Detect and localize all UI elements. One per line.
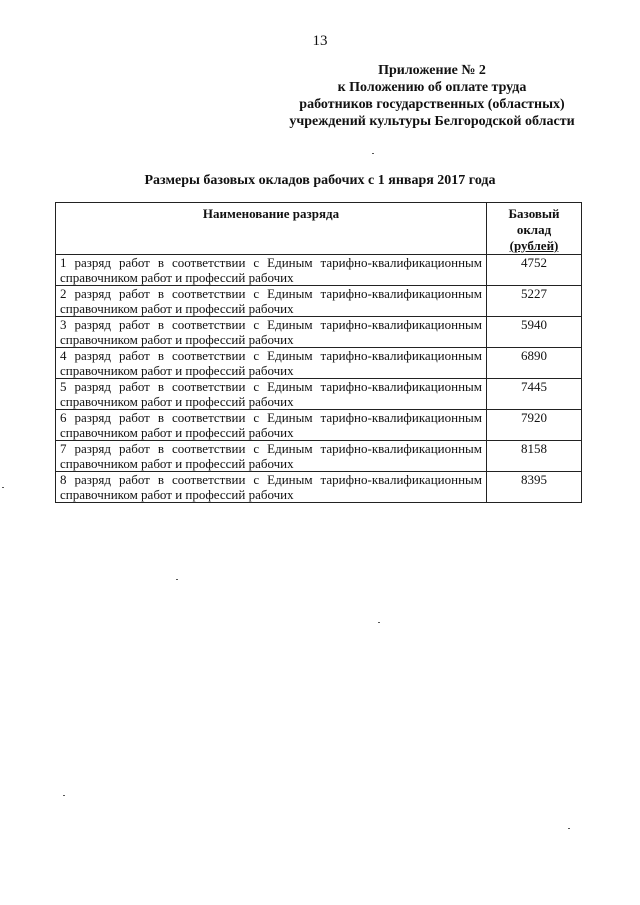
table-row <box>56 286 582 317</box>
scan-speck <box>176 579 178 580</box>
scan-speck <box>372 153 374 154</box>
salary-cell: 7445 <box>487 379 582 410</box>
salary-cell: 5940 <box>487 317 582 348</box>
column-header-salary <box>487 203 582 255</box>
salary-cell: 5227 <box>487 286 582 317</box>
table-row <box>56 317 582 348</box>
table-row <box>56 441 582 472</box>
grade-name-cell: 4 разряд работ в соответствии с Единым тарифно-квалификационным справочником работ и профессий рабочих <box>56 348 487 379</box>
grade-name-cell: 2 разряд работ в соответствии с Единым тарифно-квалификационным справочником работ и профессий рабочих <box>56 286 487 317</box>
grade-name-cell: 1 разряд работ в соответствии с Единым тарифно-квалификационным справочником работ и профессий рабочих <box>56 255 487 286</box>
grade-name-cell: 7 разряд работ в соответствии с Единым тарифно-квалификационным справочником работ и профессий рабочих <box>56 441 487 472</box>
salary-cell: 8395 <box>487 472 582 503</box>
grade-name-cell: 5 разряд работ в соответствии с Единым тарифно-квалификационным справочником работ и профессий рабочих <box>56 379 487 410</box>
scan-speck <box>568 828 570 829</box>
scan-speck <box>2 487 4 488</box>
salary-header-line: оклад <box>516 222 552 237</box>
table-header-row <box>56 203 582 255</box>
grade-name-cell: 8 разряд работ в соответствии с Единым тарифно-квалификационным справочником работ и профессий рабочих <box>56 472 487 503</box>
appendix-header <box>282 62 582 130</box>
salary-header-line: (рублей) <box>509 238 559 253</box>
column-header-name: Наименование разряда <box>56 203 487 255</box>
appendix-line: учреждений культуры Белгородской области <box>289 114 575 129</box>
grade-name-cell: 3 разряд работ в соответствии с Единым тарифно-квалификационным справочником работ и профессий рабочих <box>56 317 487 348</box>
page-number: 13 <box>312 33 328 49</box>
salary-cell: 7920 <box>487 410 582 441</box>
appendix-line: работников государственных (областных) <box>299 97 565 112</box>
table-row <box>56 255 582 286</box>
appendix-line: к Положению об оплате труда <box>337 80 527 95</box>
salary-cell: 6890 <box>487 348 582 379</box>
salary-cell: 4752 <box>487 255 582 286</box>
scan-speck <box>378 622 380 623</box>
scan-speck <box>63 795 65 796</box>
salary-table <box>55 202 582 503</box>
table-row <box>56 348 582 379</box>
salary-cell: 8158 <box>487 441 582 472</box>
appendix-line: Приложение № 2 <box>378 63 486 78</box>
table-row <box>56 472 582 503</box>
document-title: Размеры базовых окладов рабочих с 1 января 2017 года <box>144 173 496 188</box>
grade-name-cell: 6 разряд работ в соответствии с Единым тарифно-квалификационным справочником работ и профессий рабочих <box>56 410 487 441</box>
table-row <box>56 410 582 441</box>
table-row <box>56 379 582 410</box>
salary-header-line: Базовый <box>508 206 560 221</box>
